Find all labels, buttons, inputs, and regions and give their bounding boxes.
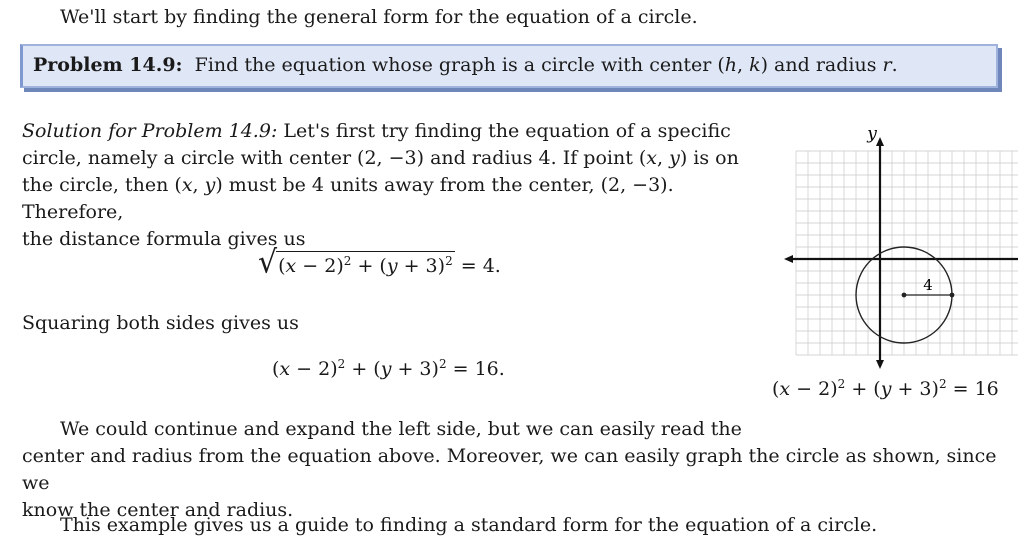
closing-paragraph: This example gives us a guide to finding a standard form for the equation of a circle. xyxy=(60,514,878,536)
center-point xyxy=(902,293,907,298)
graph-caption: $(x - 2)^2 + (y + 3)^2 = 16$ xyxy=(772,377,999,400)
solution-line2: circle, namely a circle with center (2, −3) and radius 4. If point ( xyxy=(22,147,647,169)
solution-line3a: the circle, then ( xyxy=(22,174,182,196)
var-k: k xyxy=(749,54,761,76)
var-r: r xyxy=(882,54,892,76)
radius-label: 4 xyxy=(923,276,933,294)
explanation-line2: center and radius from the equation above. Moreover, we can easily graph the circle as shown, since we xyxy=(22,445,997,494)
solution-line1: Let's first try finding the equation of a specific xyxy=(277,120,731,142)
circle-graph xyxy=(758,112,1018,412)
solution-line2-end: ) is on xyxy=(679,147,739,169)
var-x-2: x xyxy=(181,174,193,196)
solution-line4: the distance formula gives us xyxy=(22,228,306,250)
var-h: h xyxy=(724,54,737,76)
var-y-2: y xyxy=(204,174,216,196)
graph-grid xyxy=(796,151,1018,355)
problem-comma: , xyxy=(736,54,750,76)
solution-line3b: ) must be 4 units away from the center, (2, −3). Therefore, xyxy=(22,174,674,223)
explanation-line1: We could continue and expand the left side, but we can easily read the xyxy=(60,418,742,440)
equation1-rhs: = 4. xyxy=(454,255,501,277)
y-axis-arrow-up xyxy=(876,137,884,146)
square-root xyxy=(258,244,455,281)
solution-paragraph: Solution for Problem 14.9: Let's first try finding the equation of a specific circle, namely a circle with center (2, −3) and radius 4. If point (x, y) is on the circle, then (x, y) must be 4 units away from the center, (2, −3). Therefore, the distance formula gives us xyxy=(22,118,742,253)
graph-axes xyxy=(784,137,1018,369)
radical-sign: √ xyxy=(258,244,278,281)
var-y: y xyxy=(669,147,680,169)
y-axis-label: y xyxy=(867,124,877,144)
x-axis-arrow-left xyxy=(784,255,793,263)
problem-text-3: . xyxy=(891,54,898,76)
problem-statement xyxy=(33,52,898,79)
distance-equation xyxy=(258,244,501,281)
problem-label: Problem 14.9: xyxy=(33,54,183,76)
radius-endpoint xyxy=(950,293,955,298)
explanation-line3: know the center and radius. xyxy=(22,499,294,521)
problem-text-2: ) and radius xyxy=(760,54,883,76)
var-x: x xyxy=(646,147,658,169)
squared-equation: $(x - 2)^2 + (y + 3)^2 = 16$. xyxy=(272,357,505,380)
problem-box xyxy=(20,44,998,88)
intro-text: We'll start by finding the general form for the equation of a circle. xyxy=(60,6,698,28)
explanation-paragraph xyxy=(22,416,1012,524)
squaring-text: Squaring both sides gives us xyxy=(22,312,299,334)
y-axis-arrow-down xyxy=(876,360,884,369)
problem-text-1: Find the equation whose graph is a circle with center ( xyxy=(194,54,725,76)
radicand: $(x - 2)^2 + (y + 3)^2$ xyxy=(276,251,455,278)
solution-lead: Solution for Problem 14.9: xyxy=(22,120,278,142)
